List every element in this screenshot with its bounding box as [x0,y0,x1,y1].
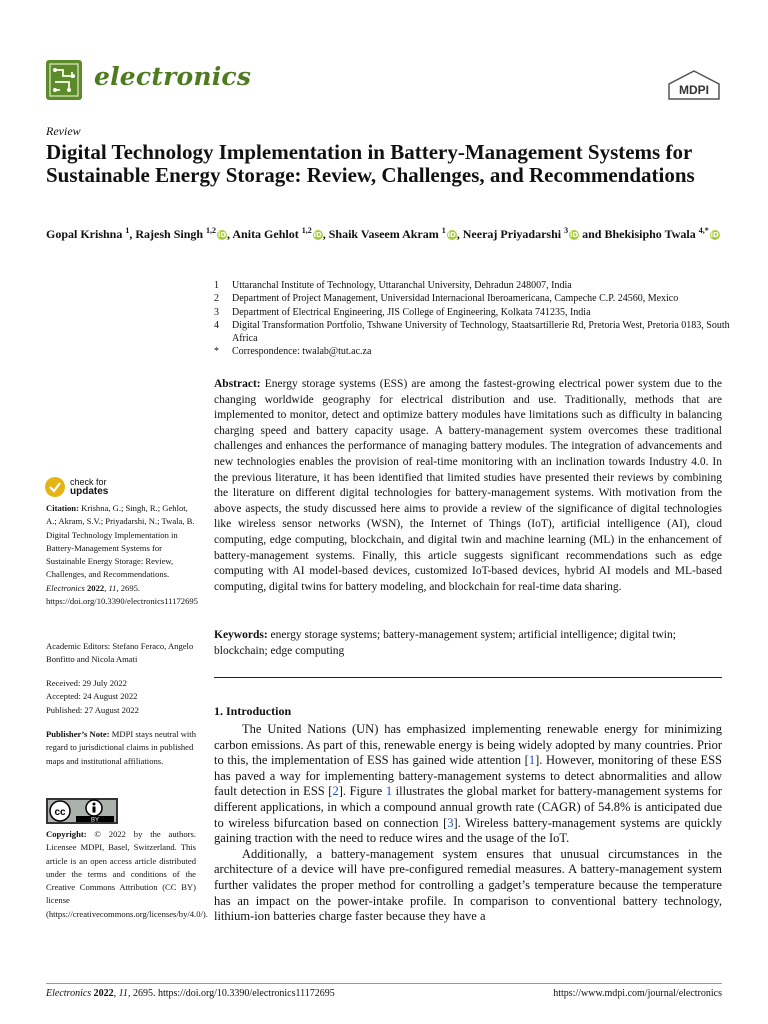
check-for-updates-button[interactable] [44,476,134,498]
citation-volume: 11 [108,582,117,593]
affiliation-item [214,279,734,292]
author-affiliation-sup: 3 [564,226,569,235]
author-name: Neeraj Priyadarshi $^3$ [462,226,569,241]
orcid-icon[interactable]: iD [313,231,322,240]
check-label-1: check for [70,477,107,487]
citation-year: 2022 [86,582,105,593]
keywords-label: Keywords: [214,629,268,641]
footer-divider [46,983,722,984]
affiliation-number: 4 [214,319,219,331]
publisher-note-label: Publisher’s Note: [46,729,110,739]
journal-logo-icon [46,60,82,100]
affiliation-item [214,319,734,346]
intro-text-a: The United Nations (UN) has emphasized implementing renewable energy for minimizing carbon emissions. As part of this, renewable energy is being widely adopted by many countries. Prior to this, the implementation of ESS has gained wide attention [ [214,722,722,768]
orcid-icon[interactable]: iD [217,231,227,240]
cc-by-license-icon[interactable] [46,798,118,824]
abstract-label: Abstract: [214,378,261,390]
affiliation-text: Correspondence: twalab@tut.ac.za [232,346,372,358]
cc-by-label: BY [90,817,100,824]
affiliation-item [214,345,734,358]
author-affiliation-sup: 1,2 [301,226,312,235]
affiliation-number: 2 [214,293,219,305]
citation-link-1[interactable]: 1 [528,753,536,768]
affiliation-number: 1 [214,280,219,291]
journal-name: electronics [94,62,252,91]
author-name: Anita Gehlot $^{1,2}$ [232,226,312,241]
citation-journal: Electronics [46,582,85,593]
check-label-2: updates [70,486,109,497]
keywords-text: energy storage systems; battery-management system; artificial intelligence; digital twin; blockchain; edge computing [214,629,676,657]
published-date: Published: 27 August 2022 [46,704,139,715]
citation-link-2[interactable]: 2 [332,784,339,799]
article-type: Review [46,124,81,138]
author-name: Shaik Vaseem Akram $^1$ [328,226,446,241]
mdpi-logo-icon [667,70,721,100]
check-updates-icon [44,476,66,498]
affiliation-item [214,292,734,305]
affiliation-text: Digital Transformation Portfolio, Tshwane University of Technology, Staatsartillerie Rd, Pretoria West, Pretoria 0183, South Africa [232,319,730,345]
intro-text-e: ]. Wireless battery-management systems are quickly gaining traction with the need to reduce wires and the usage of the IoT. [214,815,722,846]
publisher-note [46,728,196,768]
copyright-text: © 2022 by the authors. Licensee MDPI, Basel, Switzerland. This article is an open access article distributed under the terms and conditions of the Creative Commons Attribution (CC BY) license (https://creativecommons.org/licenses/by/4.0/). [46,829,208,919]
citation-label: Citation: [46,503,79,513]
citation-doi-link[interactable]: , 2695. https://doi.org/10.3390/electronics11172695 [46,582,198,607]
footer [46,988,722,999]
publisher-note-text: MDPI stays neutral with regard to jurisdictional claims in published maps and institutional affiliations. [46,729,196,766]
footer-doi-link[interactable]: , 2695. https://doi.org/10.3390/electronics11172695 [127,988,335,999]
copyright [46,828,208,921]
mdpi-label: MDPI [679,83,709,97]
orcid-icon[interactable]: iD [710,231,719,240]
author-name: Bhekisipho Twala $^{4,*}$ [604,226,709,241]
svg-text:cc: cc [54,807,66,818]
author-affiliation-sup: 1 [125,226,130,235]
abstract [214,377,722,595]
affiliation-text: Department of Project Management, Universidad Internacional Iberoamericana, Campeche C.P. 24560, Mexico [232,293,679,305]
intro-text-b: ]. However, monitoring of these ESS has paved a way for implementing battery-management systems to detect abnormalities and allow fault detection in ESS [ [214,753,722,799]
affiliations [214,279,734,359]
citation-block: Citation: Krishna, G.; Singh, R.; Gehlot, A.; Akram, S.V.; Priyadarshi, N.; Twala, B. Digital Technology Implementation in Battery-Management Systems for Sustainable Energy Storage: Review, Challenges, and Recommendations. Electronics 2022, 11, 2695. https://doi.org/10.3390/electronics11172695 [46,503,198,607]
section-divider [214,677,722,678]
keywords [214,628,722,659]
author-name: Rajesh Singh $^{1,2}$ [135,226,217,241]
affiliation-number: 3 [214,306,219,318]
author-name: Gopal Krishna $^1$ [46,226,130,241]
intro-text-c: ]. Figure [338,784,386,799]
intro-paragraph-1 [214,722,722,847]
orcid-icon[interactable]: iD [447,231,456,240]
footer-citation: Electronics 2022, 11, 2695. https://doi.org/10.3390/electronics11172695 [46,988,335,999]
citation-text: Krishna, G.; Singh, R.; Gehlot, A.; Akram, S.V.; Priyadarshi, N.; Twala, B. Digital Technology Implementation in Battery-Management Systems for Sustainable Energy Storage: Review, Challenges, and Recommendations. [46,503,195,580]
intro-paragraph-2: Additionally, a battery-management system ensures that unusual circumstances in the architecture of a device will have pre-configured remedial measures. A battery-management system further validates the proper method for controlling a gadget’s temperature because the temperature has an impact on the power-intake profile. In comparison to conventional battery technology, lithium-ion batteries charge faster because they have a [214,846,722,924]
article-title: Digital Technology Implementation in Battery-Management Systems for Sustainable Energy Storage: Review, Challenges, and Recommendations [46,140,695,187]
abstract-text: Energy storage systems (ESS) are among the fastest-growing electrical power system due to the changing worldwide geography for electrical distribution and use. Traditionally, methods that are implemented to monitor, detect and optimize battery modules have limitations such as difficulty in balancing charging speed and battery capacity usage. A battery-management system overcomes these traditional challenges and enhances the performance of managing battery modules. The integration of advancements and new technologies enables the provision of real-time monitoring with an inclination towards Industry 4.0. In the previous literature, it has been identified that limited studies have presented their reviews by combining the literature on different digital technologies for battery-management systems. With motivation from the above aspects, the study discussed here aims to provide a review of the significance of digital technologies like wireless sensor networks (WSN), the Internet of Things (IoT), artificial intelligence (AI), cloud computing, edge computing, blockchain, and digital twin and machine learning (ML) in the enhancement of battery-management systems. Finally, this article suggests significant recommendations such as edge computing with AI model-based devices, customized IoT-based devices, hybrid AI models and ML-based computing, digital twins for battery modeling, and blockchain for real-time data sharing. [214,378,722,593]
accepted-date: Accepted: 24 August 2022 [46,691,138,702]
author-affiliation-sup: 4,* [698,226,709,235]
copyright-label: Copyright: [46,829,87,839]
footer-volume: 11 [118,988,128,999]
affiliation-item [214,306,734,319]
received-date: Received: 29 July 2022 [46,678,127,688]
footer-year: 2022 [93,988,114,999]
author-list: Gopal Krishna $^1$, Rajesh Singh $^{1,2}$iD, Anita Gehlot $^{1,2}$iD, Shaik Vaseem Akram $^1$iD, Neeraj Priyadarshi $^3$iD and Bhekisipho Twala $^{4,*}$iD [46,226,719,241]
footer-journal: Electronics [46,988,92,999]
author-affiliation-sup: 1 [441,226,446,235]
affiliation-number: * [214,346,219,358]
section-title: 1. Introduction [214,704,292,718]
affiliation-text: Department of Electrical Engineering, JIS College of Engineering, Kolkata 741235, India [232,306,591,318]
footer-journal-link[interactable]: https://www.mdpi.com/journal/electronics [553,988,722,999]
citation-link-3[interactable]: 3 [447,815,454,830]
affiliation-text: Uttaranchal Institute of Technology, Uttaranchal University, Dehradun 248007, India [232,280,572,291]
figure-link-1[interactable]: 1 [385,784,393,799]
intro-text-d: illustrates the global market for battery-management systems for different applications, in which a compound annual growth rate (CAGR) of 54.8% is anticipated due to wireless bifurcation based on connection [ [214,784,722,830]
dates [46,677,196,717]
author-affiliation-sup: 1,2 [206,226,217,235]
introduction-text [214,722,722,925]
academic-editors: Academic Editors: Stefano Feraco, Angelo Bonfitto and Nicola Amati [46,641,194,665]
orcid-icon[interactable]: iD [569,231,579,240]
